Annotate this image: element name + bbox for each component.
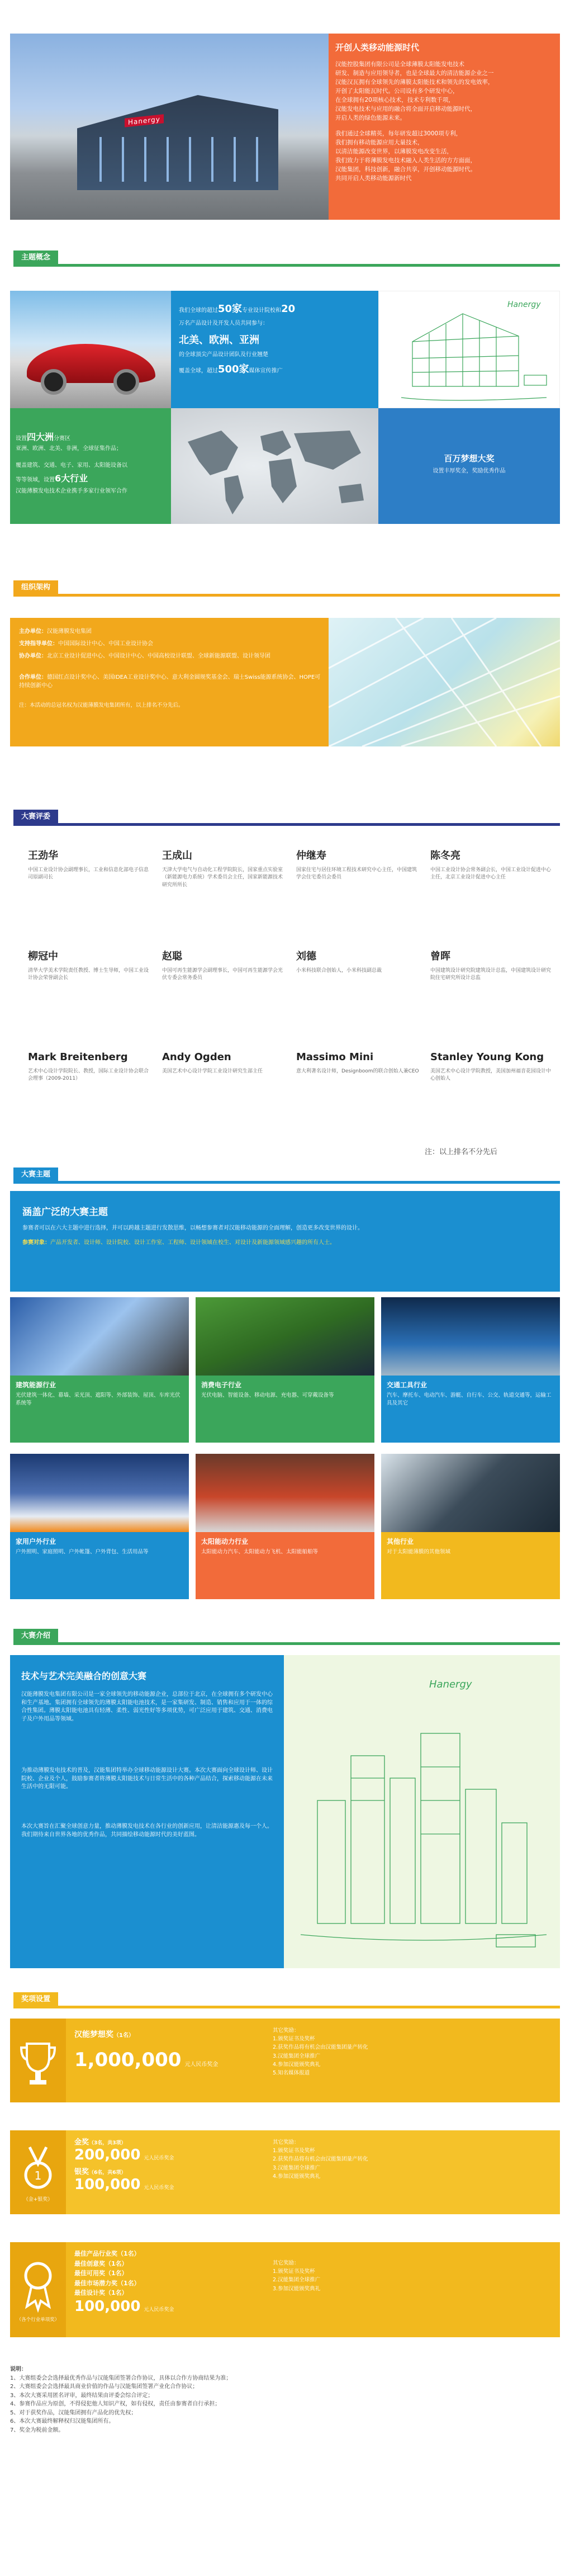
sketch-signature: Hanergy <box>507 300 541 309</box>
red-car-image <box>10 291 171 408</box>
prize-side-line: 3.汉能集团全球推广 <box>273 2164 321 2171</box>
category-title: 交通工具行业 <box>387 1381 428 1389</box>
judge-name: 柳冠中 <box>28 951 58 962</box>
judge-card <box>162 1051 285 1075</box>
regions-text: 分赛区 <box>54 436 71 442</box>
judge-card <box>430 1051 553 1083</box>
hero-line: 汉能集团，科技创新，融合共享，开创移动能源时代。 <box>335 166 476 173</box>
section-divider <box>13 594 560 597</box>
judges-note: 注：以上排名不分先后 <box>425 1148 498 1156</box>
judge-name: Massimo Mini <box>296 1051 374 1063</box>
judge-name: 赵聪 <box>162 951 182 962</box>
hero-panel <box>329 34 560 220</box>
prize-unit: 元人民币奖金 <box>144 2156 174 2161</box>
hero-line: 汉能发电技术与应用的融合将全面开启移动能源时代， <box>335 106 476 112</box>
judge-desc: 国家住宅与居住环境工程技术研究中心主任，中国建筑学会住宅委员会委员 <box>296 867 417 881</box>
judge-desc: 中国工业设计协会副理事长，工业和信息化部电子信息司原副司长 <box>28 867 149 881</box>
category-desc: 光伏电脑、智能设备、移动电源、充电器、可穿戴设备等 <box>201 1392 334 1398</box>
judge-card <box>296 850 419 882</box>
section-divider <box>13 2006 560 2008</box>
category-other[interactable] <box>381 1454 560 1599</box>
prize-side-line: 其它奖励： <box>273 2139 300 2145</box>
regions-text: 汉能薄膜发电技术企业携手多家行业领军合作 <box>16 488 127 494</box>
glass-roof-image <box>329 618 560 746</box>
judge-name: Stanley Young Kong <box>430 1051 544 1063</box>
category-title: 其他行业 <box>387 1538 414 1545</box>
themes-desc: 参赛者可以在六大主题中进行选择，并可以跨越主题进行发散思维，以畅想参赛者对汉能移动能源的全面理解，创造更多改变世界的设计。 <box>22 1225 363 1231</box>
stat-text: 的全球顶尖产品设计团队及行业翘楚 <box>179 352 268 358</box>
prize-highlight-title: 百万梦想大奖 <box>444 453 495 464</box>
judge-name: Mark Breitenberg <box>28 1051 128 1063</box>
stat-number: 20 <box>281 303 296 315</box>
judge-card <box>430 850 553 882</box>
regions-text: 设置 <box>16 436 27 442</box>
prize-unit: 元人民币奖金 <box>144 2185 174 2191</box>
section-divider <box>13 1181 560 1184</box>
section-divider <box>13 823 560 826</box>
prize-side-line: 5.知名媒体报道 <box>273 2069 310 2076</box>
stat-text: 覆盖全球，超过 <box>179 368 218 374</box>
prize-side-line: 2.获奖作品将有机会由汉能集团量产转化 <box>273 2156 368 2163</box>
notes-block <box>10 2365 560 2435</box>
stat-text: 我们全球的超过 <box>179 308 218 314</box>
other-industry-image <box>381 1454 560 1532</box>
note-item: 4、参赛作品应为原创，不得侵犯他人知识产权，如有侵权，责任由参赛者自行承担； <box>10 2401 221 2407</box>
prize-highlight-panel <box>378 408 560 524</box>
prize-count: （1名） <box>113 2033 134 2039</box>
outdoor-tent-image <box>10 1454 189 1532</box>
org-key: 主办单位： <box>19 628 47 635</box>
judge-card <box>162 850 285 889</box>
hero-line: 研发、制造与应用领导者，也是全球最大的清洁能源企业之一 <box>335 70 494 77</box>
note-item: 1、大赛组委会会选择最优秀作品与汉能集团签署合作协议，具体以合作方协商结果为准； <box>10 2375 232 2381</box>
category-transport[interactable] <box>381 1297 560 1443</box>
prize-side-line: 4.参加汉能颁奖典礼 <box>273 2061 321 2068</box>
award-label: （各个行业单项奖） <box>16 2317 60 2323</box>
judge-name: 曾晖 <box>430 951 450 962</box>
regions-text: 等等领域，设置 <box>16 477 55 483</box>
judge-desc: 中国建筑设计研究院建筑设计总监，中国建筑设计研究院住宅研究所设计总监 <box>430 967 552 981</box>
prize-gold-silver <box>10 2130 560 2214</box>
themes-intro-panel <box>10 1191 560 1292</box>
org-key: 合作单位： <box>19 674 47 680</box>
stat-text: 专业设计院校和 <box>242 308 282 314</box>
category-desc: 太阳能动力汽车、太阳能动力飞机、太阳能船舶等 <box>201 1549 319 1555</box>
org-value: 德国红点设计奖中心、美国IDEA工业设计奖中心、意大利金圆规奖基金会、瑞士Swiss能源系统协会、HOPE可持续创新中心 <box>19 674 321 689</box>
prize-name: 汉能梦想奖 <box>74 2030 113 2039</box>
prize-dream <box>10 2019 560 2102</box>
org-note: 注：本活动的总冠名权为汉能薄膜发电集团所有，以上排名不分先后。 <box>19 702 184 708</box>
section-divider <box>13 1642 560 1645</box>
section-header-intro <box>0 1624 570 1647</box>
judge-desc: 中国可再生能源学会副理事长，中国可再生能源学会光伏专委会常务委员 <box>162 967 283 981</box>
prize-amount: 100,000 <box>74 2298 141 2315</box>
prize-side-line: 其它奖励： <box>273 2260 300 2266</box>
hero-line: 我们通过全球精英，每年研发超过3000项专利， <box>335 130 462 137</box>
category-title: 家用户外行业 <box>16 1538 56 1545</box>
judge-card <box>296 951 419 975</box>
prize-side-line: 3.汉能集团全球推广 <box>273 2053 321 2059</box>
hero-line: 开创了太阳能瓦时代。公司设有多个研发中心， <box>335 88 459 94</box>
judge-card <box>296 1051 419 1075</box>
prize-amount: 200,000 <box>74 2147 141 2163</box>
themes-target-key: 参赛对象： <box>22 1240 50 1246</box>
section-divider <box>13 264 560 267</box>
judge-desc: 中国工业设计协会常务副会长，中国工业设计促进中心主任，北京工业设计促进中心主任 <box>430 867 552 881</box>
category-desc: 对于太阳能薄膜的其他领域 <box>387 1549 451 1555</box>
org-key: 协办单位： <box>19 653 47 659</box>
intro-paragraph: 本次大赛旨在汇聚全球创意力量，推动薄膜发电技术在各行业的创新应用，让清洁能源惠及每一个人。我们期待来自世界各地的优秀作品，共同描绘移动能源时代的美好蓝图。 <box>21 1823 273 1838</box>
category-desc: 汽车、摩托车、电动汽车、游艇、自行车、公交、轨道交通等，运输工具及其它 <box>387 1392 552 1406</box>
consumer-electronics-image <box>196 1297 374 1376</box>
section-header-themes <box>0 1163 570 1185</box>
section-tag: 大赛介绍 <box>13 1629 58 1643</box>
org-key: 支持指导单位： <box>19 641 58 647</box>
hero-line: 在全球拥有20项核心技术，技术专利数千项， <box>335 97 454 103</box>
section-tag: 主题概念 <box>13 250 58 265</box>
section-tag: 奖项设置 <box>13 1992 58 2007</box>
green-house-sketch <box>378 291 560 408</box>
prize-side-line: 2.获奖作品将有机会由汉能集团量产转化 <box>273 2044 368 2051</box>
hero-line: 共同开启人类移动能源新时代 <box>335 175 412 182</box>
prize-unit: 元人民币奖金 <box>144 2306 174 2313</box>
trophy-icon <box>10 2019 66 2102</box>
medal-label: （金+银奖） <box>23 2197 53 2202</box>
judge-card <box>28 850 151 882</box>
stat-text: 媒体宣传推广 <box>249 368 283 374</box>
note-item: 3、本次大赛采用匿名评审，最终结果由评委会综合评定； <box>10 2392 154 2399</box>
prize-name: 最佳创意奖（1名） <box>74 2260 128 2267</box>
prize-name: 银奖 <box>74 2168 89 2176</box>
category-solar-power[interactable] <box>196 1454 374 1599</box>
section-tag: 组织架构 <box>13 580 58 595</box>
svg-text:1: 1 <box>34 2169 42 2182</box>
region-text: 北美、欧洲、亚洲 <box>179 334 259 346</box>
section-header-theme <box>0 246 570 268</box>
building-illustration <box>77 95 278 190</box>
themes-title: 涵盖广泛的大赛主题 <box>22 1207 108 1218</box>
section-tag: 大赛主题 <box>13 1168 58 1182</box>
regions-text: 覆盖建筑、交通、电子、家用、太阳能设备以 <box>16 462 127 469</box>
regions-panel <box>10 408 171 524</box>
hero-image <box>10 34 329 220</box>
stat-number: 500家 <box>218 363 249 375</box>
transport-image <box>381 1297 560 1376</box>
judge-card <box>28 1051 151 1083</box>
regions-number: 6大行业 <box>55 473 88 484</box>
prize-name: 最佳可用奖（1名） <box>74 2270 128 2277</box>
hero-title: 开创人类移动能源时代 <box>335 42 420 53</box>
org-value: 北京工业设计促进中心、中国设计中心、中国高校设计联盟、全球新能源联盟、设计领导团 <box>47 653 270 659</box>
section-header-prizes <box>0 1988 570 2010</box>
prize-industry <box>10 2242 560 2337</box>
world-map-image <box>171 408 378 524</box>
prize-side-line: 2.汉能集团全球推广 <box>273 2277 321 2284</box>
judge-desc: 清华大学美术学院责任教授、博士生导师，中国工业设计协会荣誉副会长 <box>28 967 149 981</box>
judge-name: 王成山 <box>162 850 192 862</box>
hero-line: 我们致力于将薄膜发电技术融入人类生活的方方面面， <box>335 157 476 164</box>
judge-desc: 小米科技联合创始人，小米科技副总裁 <box>296 967 382 973</box>
judge-desc: 艺术中心设计学院院长、教授，国际工业设计协会联合会理事（2009-2011） <box>28 1068 149 1082</box>
judge-desc: 意大利著名设计师，Designboom的联合创始人兼CEO <box>296 1068 419 1074</box>
category-building[interactable] <box>10 1297 189 1443</box>
note-item: 2、大赛组委会会选择最具商业价值的作品与汉能集团签署产业化合作协议； <box>10 2384 198 2390</box>
category-desc: 户外照明、家庭照明、户外帐篷、户外背包、生活用品等 <box>16 1549 149 1555</box>
hero-line: 汉能汉瓦拥有全球领先的薄膜太阳能技术和领先的发电效率， <box>335 79 494 86</box>
stat-text: 万名产品设计及开发人员共同参与： <box>179 320 268 327</box>
prize-side-line: 3.参加汉能颁奖典礼 <box>273 2285 321 2292</box>
prize-side-line: 4.参加汉能颁奖典礼 <box>273 2173 321 2180</box>
judge-name: 陈冬亮 <box>430 850 460 862</box>
hero-line: 以清洁能源改变世界，以薄膜发电改变生活， <box>335 148 453 155</box>
category-title: 太阳能动力行业 <box>201 1538 249 1545</box>
section-header-judges <box>0 805 570 828</box>
category-outdoor[interactable] <box>10 1454 189 1599</box>
prize-name: 最佳产品行业奖（1名） <box>74 2250 140 2257</box>
judge-name: 刘德 <box>296 951 316 962</box>
organization-panel <box>10 618 329 746</box>
section-tag: 大赛评委 <box>13 810 58 824</box>
solar-car-image <box>196 1454 374 1532</box>
prize-amount: 100,000 <box>74 2176 141 2193</box>
themes-target-value: 产品开发者、设计师、设计院校、设计工作室、工程师、设计领域在校生、对设计及新能源领域感兴趣的所有人士。 <box>50 1240 335 1246</box>
judge-desc: 天津大学电气与自动化工程学院院长，国家重点实验室（新能源电力系统）学术委员会主任，国家新能源技术研究所所长 <box>162 867 283 888</box>
city-sketch-image <box>284 1655 560 1968</box>
category-desc: 光伏建筑一体化、幕墙、采光顶、遮阳等、外部装饰、屋顶、车库光伏系统等 <box>16 1392 180 1406</box>
city-sketch-signature: Hanergy <box>429 1679 472 1690</box>
stats-panel <box>171 291 378 408</box>
prize-count: （6名，共6项） <box>89 2170 126 2176</box>
judge-name: 仲继寿 <box>296 850 326 862</box>
org-value: 中国国际设计中心、中国工业设计协会 <box>58 641 153 647</box>
prize-name: 最佳市场潜力奖（1名） <box>74 2279 140 2287</box>
judge-card <box>28 951 151 982</box>
judge-desc: 美国艺术中心设计学院工业设计研究生部主任 <box>162 1068 263 1074</box>
medal-icon <box>10 2130 66 2214</box>
regions-number: 四大洲 <box>27 432 54 442</box>
category-title: 建筑能源行业 <box>16 1381 56 1389</box>
stat-number: 50家 <box>218 303 243 315</box>
intro-title: 技术与艺术完美融合的创意大赛 <box>21 1671 147 1681</box>
section-header-organization <box>0 576 570 598</box>
prize-side-line: 其它奖励： <box>273 2027 300 2034</box>
org-value: 汉能薄膜发电集团 <box>47 628 92 635</box>
category-title: 消费电子行业 <box>201 1381 242 1389</box>
judge-name: Andy Ogden <box>162 1051 231 1063</box>
judge-name: 王劲华 <box>28 850 58 862</box>
hero-line: 开启人类的绿色能源未来。 <box>335 115 406 121</box>
prize-unit: 元人民币奖金 <box>184 2062 218 2068</box>
note-item: 7、奖金为税前金额。 <box>10 2427 64 2433</box>
judge-card <box>162 951 285 982</box>
judge-desc: 美国艺术中心设计学院教授，美国加州福音花园设计中心创始人 <box>430 1068 552 1082</box>
regions-text: 亚洲、欧洲、北美、非洲，全球征集作品； <box>16 446 122 452</box>
prize-side-line: 1.颁奖证书及奖杯 <box>273 2148 315 2154</box>
note-item: 6、本次大赛最终解释权归汉能集团所有。 <box>10 2418 115 2424</box>
category-electronics[interactable] <box>196 1297 374 1443</box>
hanergy-logo: Hanergy <box>125 114 164 127</box>
hero-line: 汉能控股集团有限公司是全球薄膜太阳能发电技术 <box>335 61 464 68</box>
prize-name: 金奖 <box>74 2138 89 2147</box>
prize-side-line: 1.颁奖证书及奖杯 <box>273 2036 315 2043</box>
prize-name: 最佳设计奖（1名） <box>74 2289 128 2297</box>
prize-side-line: 1.颁奖证书及奖杯 <box>273 2268 315 2275</box>
hero-line: 我们拥有移动能源应用大量技术， <box>335 139 424 146</box>
note-item: 5、对于获奖作品，汉能集团拥有产品化的优先权； <box>10 2409 137 2416</box>
building-energy-image <box>10 1297 189 1376</box>
intro-paragraph: 为推动薄膜发电技术的普及，汉能集团特举办全球移动能源设计大赛。本次大赛面向全球设计师、设计院校、企业及个人，鼓励参赛者将薄膜太阳能技术与日常生活中的各种产品结合，探索移动能源在未来生活中的无限可能。 <box>21 1767 273 1790</box>
judge-card <box>430 951 553 982</box>
notes-title: 说明： <box>10 2366 27 2372</box>
prize-amount: 1,000,000 <box>74 2049 182 2071</box>
award-ribbon-icon <box>10 2242 66 2337</box>
prize-highlight-sub: 设置丰厚奖金，奖励优秀作品 <box>433 468 506 474</box>
intro-paragraph: 汉能薄膜发电集团有限公司是一家全球领先的移动能源企业，总部位于北京，在全球拥有多个研发中心和生产基地。集团拥有全球领先的薄膜太阳能电池技术，是一家集研发、制造、销售和应用于一体的综合性集团。薄膜太阳能电池具有轻薄、柔性、弱光性好等多项优势，可广泛应用于建筑、交通、消费电子及户外用品等领域。 <box>21 1691 273 1722</box>
intro-panel <box>10 1655 284 1968</box>
prize-count: （3名，共3项） <box>89 2140 126 2146</box>
